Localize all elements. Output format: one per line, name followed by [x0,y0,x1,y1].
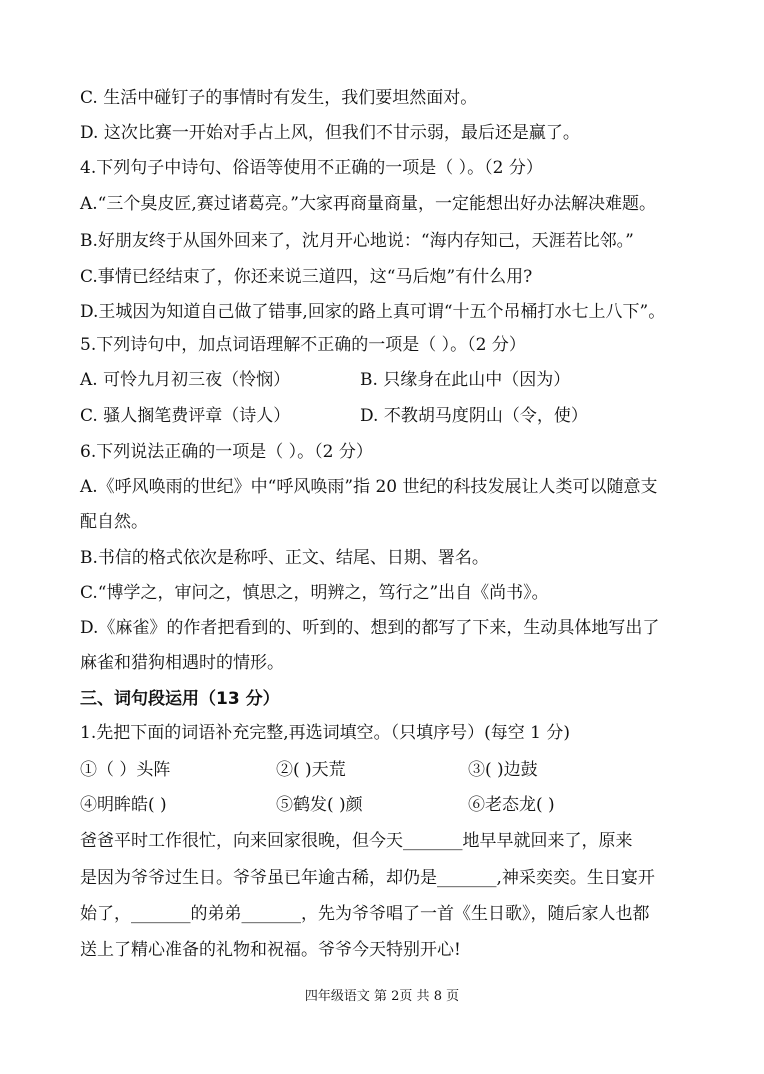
idiom-blank: ②( )天荒 [276,760,346,780]
paragraph-line: 是因为爷爷过生日。爷爷虽已年逾古稀，却仍是_______,神采奕奕。生日宴开 [80,868,655,888]
option-line: A.“三个臭皮匠,赛过诸葛亮。”大家再商量商量，一定能想出好办法解决难题。 [80,194,656,214]
option-line: D.《麻雀》的作者把看到的、听到的、想到的都写了下来，生动具体地写出了 [80,618,660,638]
idiom-blank: ⑥老态龙( ) [468,795,555,815]
idiom-blank: ①（ ）头阵 [80,760,171,780]
option-line: C.“博学之，审问之，慎思之，明辨之，笃行之”出自《尚书》。 [80,583,549,603]
option-line: C. 骚人搁笔费评章（诗人） [80,406,291,426]
option-line: B.好朋友终于从国外回来了，沈月开心地说：“海内存知己，天涯若比邻。” [80,231,634,251]
option-line: D.王城因为知道自己做了错事,回家的路上真可谓“十五个吊桶打水七上八下”。 [80,302,666,322]
option-line: A. 可怜九月初三夜（怜悯） [80,370,291,390]
paragraph-line: 送上了精心准备的礼物和祝福。爷爷今天特别开心! [80,940,461,960]
option-line: C. 生活中碰钉子的事情时有发生，我们要坦然面对。 [80,88,478,108]
question-4: 4.下列句子中诗句、俗语等使用不正确的一项是（ ）。（2 分） [80,158,543,178]
idiom-blank: ⑤鹤发( )颜 [276,795,363,815]
option-line: B.书信的格式依次是称呼、正文、结尾、日期、署名。 [80,548,489,568]
question-5: 5.下列诗句中，加点词语理解不正确的一项是（ ）。（2 分） [80,335,526,355]
option-line: D. 这次比赛一开始对手占上风，但我们不甘示弱，最后还是赢了。 [80,123,580,143]
idiom-blank: ③( )边鼓 [468,760,538,780]
page-footer: 四年级语文 第 2页 共 8 页 [304,989,460,1004]
option-line: B. 只缘身在此山中（因为） [360,370,571,390]
option-line: D. 不教胡马度阴山（令，使） [360,406,588,426]
paragraph-line: 爸爸平时工作很忙，向来回家很晚，但今天_______地早早就回来了，原来 [80,831,633,851]
question-6: 6.下列说法正确的一项是（ ）。（2 分） [80,442,373,462]
option-line: A.《呼风唤雨的世纪》中“呼风唤雨”指 20 世纪的科技发展让人类可以随意支 [80,477,658,497]
question-1: 1.先把下面的词语补充完整,再选词填空。（只填序号）(每空 1 分) [80,723,571,743]
section-heading: 三、词句段运用（13 分） [80,689,280,709]
option-line: C.事情已经结束了，你还来说三道四，这“马后炮”有什么用? [80,267,533,287]
idiom-blank: ④明眸皓( ) [80,795,167,815]
paragraph-line: 始了，_______的弟弟_______，先为爷爷唱了一首《生日歌》，随后家人也都 [80,904,650,924]
option-line: 配自然。 [80,512,148,532]
option-line: 麻雀和猎狗相遇时的情形。 [80,653,284,673]
